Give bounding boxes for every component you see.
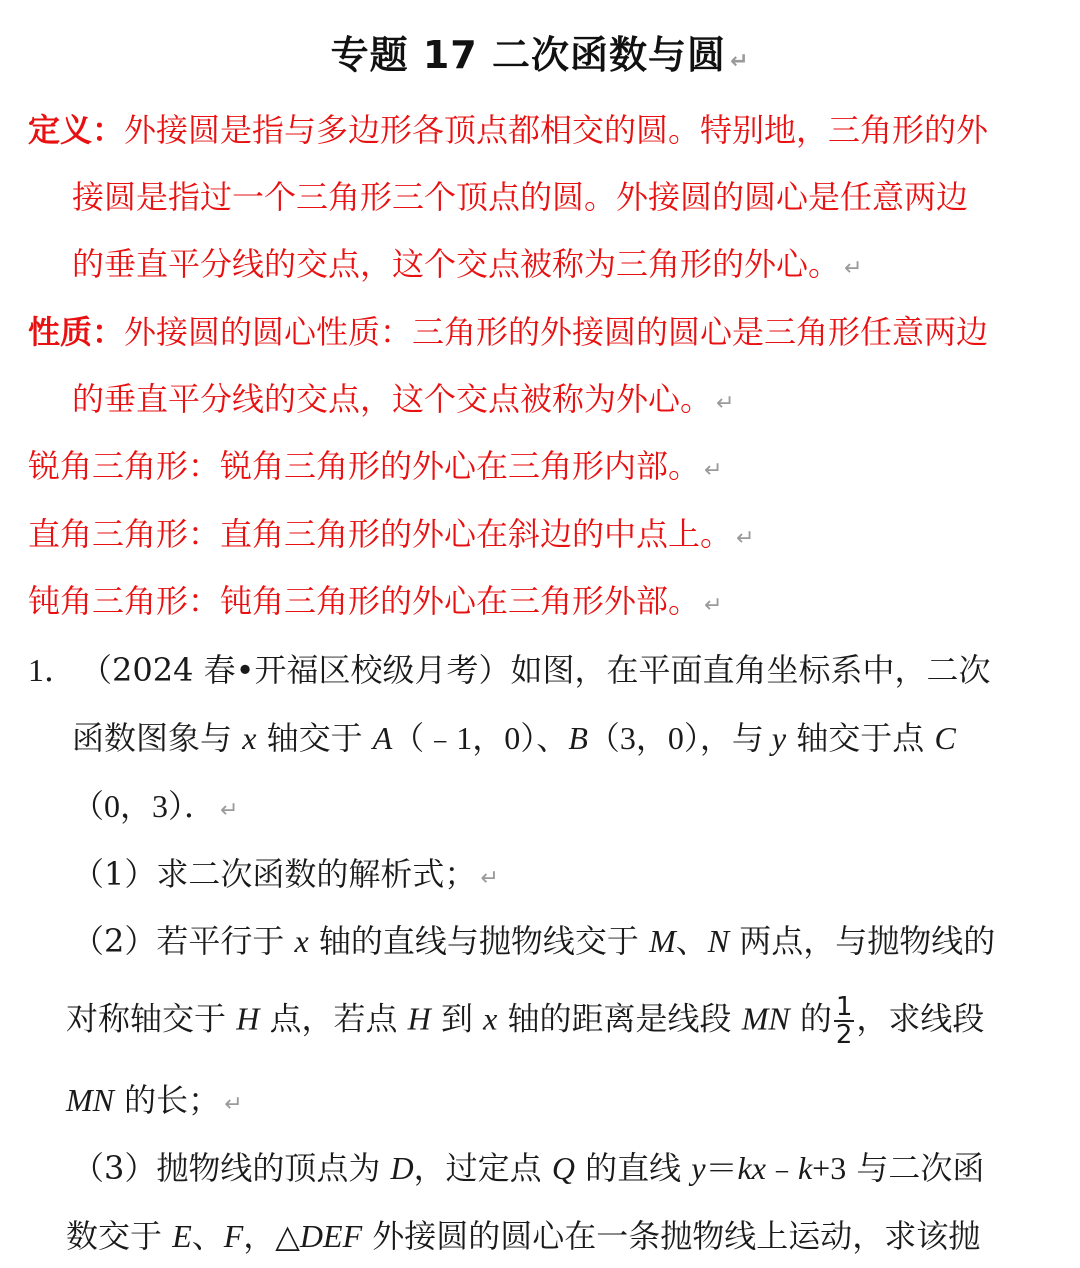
question-3-text: 的直线 [574, 1149, 692, 1187]
return-mark-icon: ↵ [736, 526, 755, 551]
problem-source: （2024 春•开福区校级月考）如图，在平面直角坐标系中，二次 [96, 651, 991, 689]
question-2-text: 两点，与抛物线的 [729, 922, 996, 960]
question-2-text: 的长； [114, 1081, 221, 1119]
definition-text-3: 的垂直平分线的交点，这个交点被称为三角形的外心。 [72, 245, 841, 283]
property-line-1 [28, 312, 988, 352]
case-right-text: 直角三角形：直角三角形的外心在斜边的中点上。 [28, 515, 733, 553]
question-1-text: （1）求二次函数的解析式； [72, 855, 477, 893]
case-acute-text: 锐角三角形：锐角三角形的外心在三角形内部。 [28, 447, 701, 485]
equation-part: y [691, 1150, 706, 1186]
math-point-m: M [649, 923, 676, 959]
question-2-line-3 [66, 1080, 243, 1125]
problem-text: （﹣1，0）、 [392, 720, 569, 756]
fraction-one-half [834, 994, 855, 1048]
problem-text: 轴交于 [256, 719, 373, 757]
question-3-text: 外接圆的圆心在一条抛物线上运动，求该抛 [362, 1217, 981, 1255]
math-point-b: B [568, 720, 588, 756]
title-text: 专题 17 二次函数与圆 [330, 33, 726, 77]
problem-line-3 [72, 786, 238, 831]
math-point-a: A [372, 720, 393, 756]
equation-part: k [797, 1150, 813, 1186]
question-3-line-1 [72, 1148, 984, 1188]
question-2-text: 到 [430, 999, 484, 1038]
definition-text-1: 外接圆是指与多边形各顶点都相交的圆。特别地，三角形的外 [124, 111, 989, 149]
question-2-text: 点，若点 [259, 999, 408, 1038]
question-3-text: 、 [191, 1217, 224, 1255]
fraction-denominator: 2 [835, 1020, 853, 1050]
math-var-y: y [771, 720, 787, 756]
property-text-2: 的垂直平分线的交点，这个交点被称为外心。 [72, 380, 713, 418]
question-2-text: 轴的直线与抛物线交于 [308, 922, 650, 960]
return-mark-icon: ↵ [704, 458, 723, 483]
page-title [0, 24, 1080, 79]
math-var-x: x [294, 923, 309, 959]
problem-line-2 [72, 718, 956, 758]
return-mark-icon: ↵ [716, 391, 735, 416]
math-segment-mn: MN [66, 1082, 114, 1118]
property-line-2 [72, 379, 734, 424]
math-var-x: x [483, 1000, 498, 1037]
return-mark-icon: ↵ [220, 798, 239, 823]
math-triangle-def: DEF [299, 1218, 363, 1254]
math-point-f: F [223, 1218, 244, 1254]
math-point-h: H [236, 1000, 260, 1037]
case-acute [28, 446, 722, 491]
definition-text-2: 接圆是指过一个三角形三个顶点的圆。外接圆的圆心是任意两边 [72, 178, 969, 216]
definition-label: 定义： [28, 111, 125, 149]
question-2-text: 轴的距离是线段 [497, 999, 742, 1038]
question-2-line-1 [72, 921, 995, 961]
case-obtuse-text: 钝角三角形：钝角三角形的外心在三角形外部。 [28, 582, 701, 620]
question-2-line-2 [66, 994, 984, 1048]
question-3-text: （3）抛物线的顶点为 [72, 1149, 391, 1187]
question-2-text: ，求线段 [856, 999, 985, 1038]
math-point-q: Q [551, 1150, 575, 1186]
equation-part: +3 [812, 1150, 847, 1186]
question-3-text: ，过定点 [413, 1149, 552, 1187]
definition-line-1 [28, 110, 988, 150]
case-right [28, 514, 754, 559]
question-2-text: 、 [675, 922, 708, 960]
question-3-text: 数交于 [66, 1217, 173, 1255]
question-2-text: （2）若平行于 [72, 922, 295, 960]
math-point-h: H [407, 1000, 431, 1037]
property-text-1: 外接圆的圆心性质：三角形的外接圆的圆心是三角形任意两边 [124, 313, 989, 351]
property-label: 性质： [28, 313, 125, 351]
question-1 [72, 854, 499, 899]
return-mark-icon: ↵ [480, 866, 499, 891]
math-point-c: C [934, 720, 956, 756]
return-mark-icon: ↵ [224, 1092, 243, 1117]
question-2-text: 对称轴交于 [66, 999, 237, 1038]
equation-part: ﹣ [765, 1150, 798, 1186]
problem-text: （0，3）． [72, 788, 217, 824]
problem-text: 函数图象与 [72, 719, 243, 757]
case-obtuse [28, 581, 722, 626]
math-point-d: D [390, 1150, 414, 1186]
question-2-text: 的 [789, 999, 832, 1038]
question-3-text: ，△ [243, 1217, 300, 1255]
definition-line-3 [72, 244, 862, 289]
math-segment-mn: MN [741, 1000, 790, 1037]
math-point-e: E [172, 1218, 192, 1254]
math-var-x: x [242, 720, 257, 756]
equation-part: kx [737, 1150, 766, 1186]
problem-line-1 [28, 650, 991, 690]
problem-number: 1． [28, 652, 77, 688]
definition-line-2 [72, 177, 968, 217]
equation-part: ＝ [705, 1150, 738, 1186]
question-3-line-2 [66, 1216, 980, 1256]
question-3-text: 与二次函 [846, 1149, 985, 1187]
problem-text: 轴交于点 [786, 719, 935, 757]
return-mark-icon: ↵ [729, 49, 750, 74]
fraction-numerator: 1 [835, 992, 853, 1022]
problem-text: （3，0），与 [587, 720, 772, 756]
return-mark-icon: ↵ [844, 256, 863, 281]
return-mark-icon: ↵ [704, 593, 723, 618]
math-point-n: N [707, 923, 730, 959]
